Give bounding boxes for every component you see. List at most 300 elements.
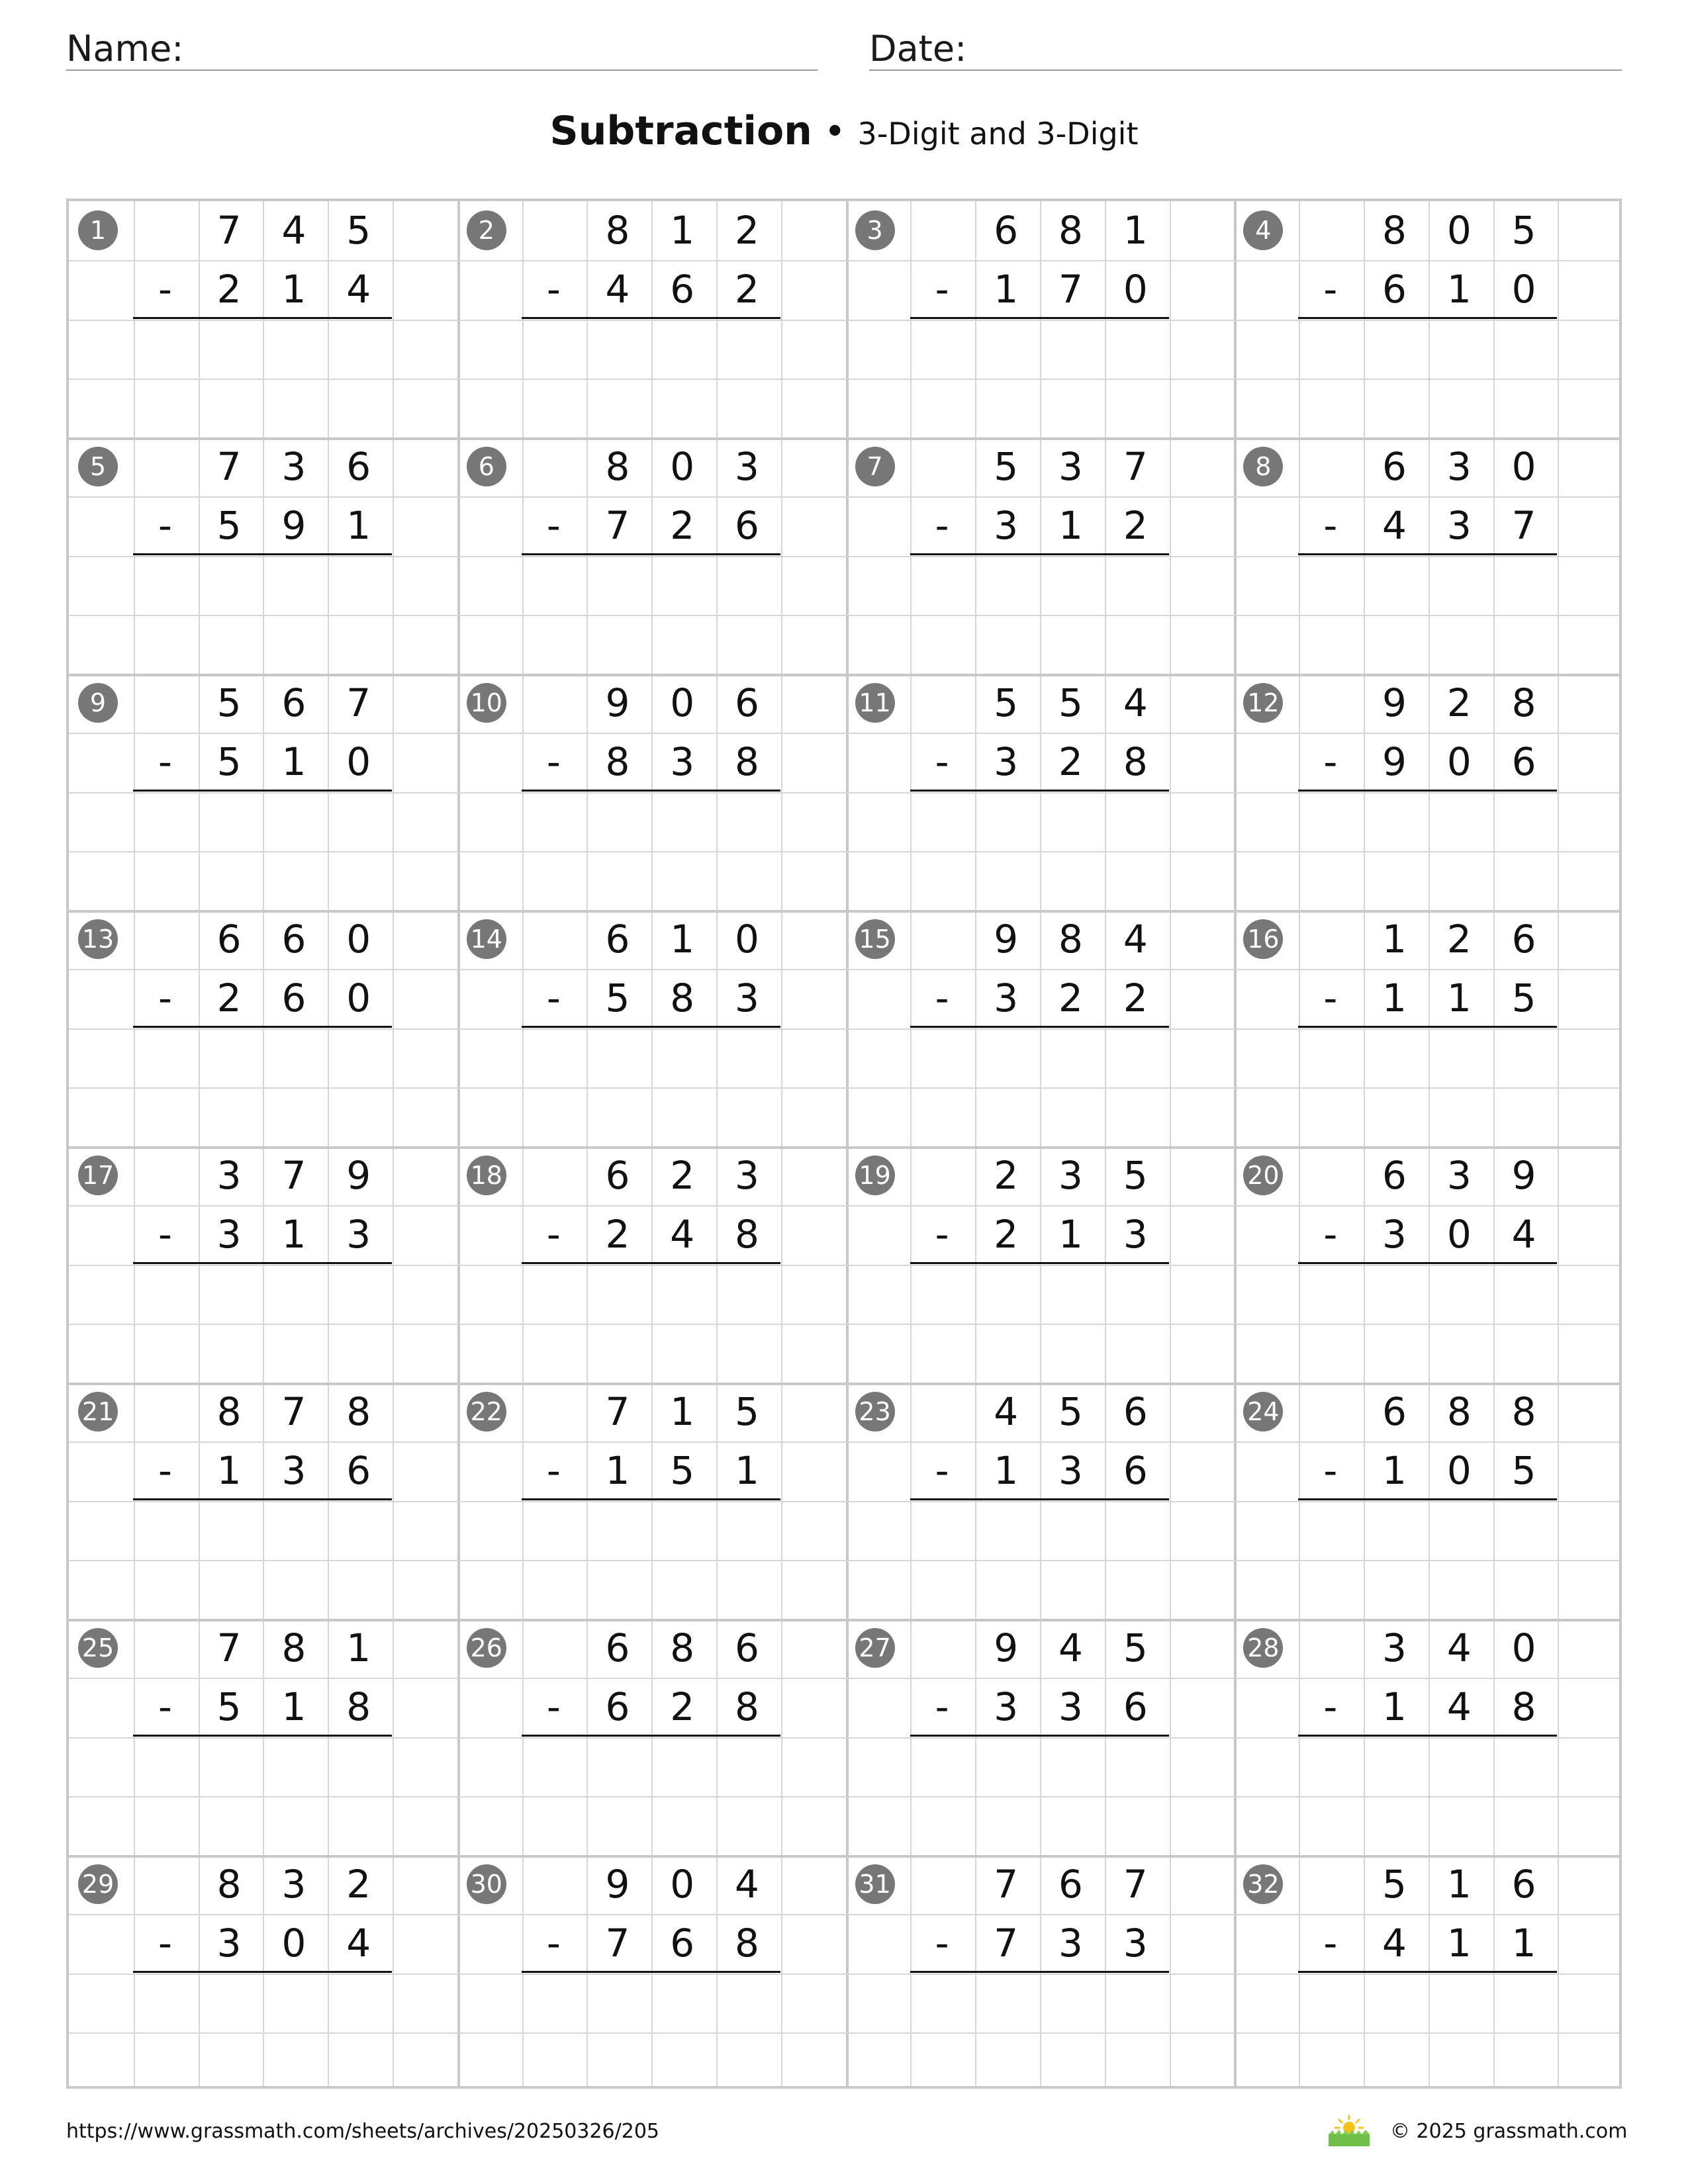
answer-line (1298, 317, 1557, 319)
minuend-digit: 6 (1382, 444, 1407, 489)
minuend-digit: 9 (1382, 680, 1407, 725)
subtrahend-digit: 8 (735, 739, 759, 785)
minuend-digit: 6 (735, 1625, 759, 1670)
subtrahend-digit: 6 (281, 976, 306, 1021)
problem (846, 1146, 1235, 1383)
subtrahend-digit: 7 (1058, 267, 1083, 312)
minuend-digit: 0 (1511, 444, 1536, 489)
problem-number-badge: 7 (855, 447, 895, 486)
problem-number-badge: 31 (855, 1864, 895, 1904)
minuend-digit: 6 (281, 917, 306, 962)
answer-line (133, 1735, 392, 1737)
problem (69, 437, 458, 674)
minuend-digit: 9 (346, 1153, 371, 1198)
minuend-digit: 2 (670, 1153, 695, 1198)
problem (457, 1855, 847, 2091)
minus-sign: - (546, 1684, 561, 1729)
answer-line (910, 1735, 1169, 1737)
subtrahend-digit: 8 (605, 739, 630, 785)
answer-line (522, 1498, 780, 1500)
minuend-digit: 8 (346, 1389, 371, 1434)
minuend-digit: 9 (605, 1862, 630, 1907)
subtrahend-digit: 6 (1123, 1448, 1148, 1494)
minuend-digit: 3 (281, 444, 306, 489)
subtrahend-digit: 1 (605, 1448, 630, 1494)
minus-sign: - (158, 1448, 172, 1493)
subtrahend-digit: 3 (216, 1212, 242, 1257)
problem (457, 1619, 847, 1855)
subtrahend-digit: 7 (605, 1921, 630, 1966)
minus-sign: - (935, 1684, 949, 1729)
minuend-digit: 0 (670, 444, 695, 489)
subtrahend-digit: 3 (994, 1684, 1019, 1730)
problem (1234, 437, 1623, 674)
subtrahend-digit: 8 (735, 1212, 759, 1257)
problem-number-badge: 1 (78, 210, 118, 250)
minus-sign: - (935, 503, 949, 548)
problem-number-badge: 29 (78, 1864, 118, 1904)
subtrahend-digit: 2 (670, 1684, 695, 1730)
minus-sign: - (935, 267, 949, 312)
minuend-digit: 5 (1382, 1862, 1407, 1907)
problem-number-badge: 2 (467, 210, 506, 250)
answer-line (910, 553, 1169, 555)
subtrahend-digit: 6 (670, 267, 695, 312)
answer-line (910, 790, 1169, 792)
problem (69, 1619, 458, 1855)
problem (1234, 910, 1623, 1146)
minuend-digit: 8 (605, 208, 630, 253)
problem-number-badge: 25 (78, 1628, 118, 1668)
subtrahend-digit: 1 (346, 503, 371, 549)
answer-line (1298, 1262, 1557, 1264)
subtrahend-digit: 1 (1058, 503, 1083, 549)
subtrahend-digit: 3 (670, 739, 695, 785)
minus-sign: - (935, 1448, 949, 1493)
subtrahend-digit: 6 (1511, 739, 1536, 785)
problem (457, 437, 847, 674)
minuend-digit: 6 (994, 208, 1019, 253)
subtrahend-digit: 3 (281, 1448, 306, 1494)
minuend-digit: 3 (1446, 444, 1472, 489)
problem-number-badge: 9 (78, 683, 118, 723)
date-field[interactable] (869, 23, 1622, 71)
subtrahend-digit: 8 (735, 1921, 759, 1966)
subtrahend-digit: 5 (1511, 976, 1536, 1021)
page-title (0, 105, 1688, 160)
problem-number-badge: 17 (78, 1156, 118, 1195)
subtrahend-digit: 1 (281, 1684, 306, 1730)
problem (1234, 201, 1623, 437)
minuend-digit: 6 (605, 917, 630, 962)
minuend-digit: 5 (994, 680, 1019, 725)
subtrahend-digit: 5 (216, 739, 242, 785)
minuend-digit: 8 (281, 1625, 306, 1670)
answer-line (1298, 1971, 1557, 1973)
subtrahend-digit: 6 (735, 503, 759, 549)
problem (846, 1855, 1235, 2091)
subtrahend-digit: 6 (670, 1921, 695, 1966)
problem-number-badge: 18 (467, 1156, 506, 1195)
minuend-digit: 9 (994, 1625, 1019, 1670)
minuend-digit: 0 (1446, 208, 1472, 253)
minuend-digit: 3 (735, 1153, 759, 1198)
subtrahend-digit: 1 (281, 267, 306, 312)
subtrahend-digit: 1 (1446, 976, 1472, 1021)
minus-sign: - (546, 1921, 561, 1966)
minuend-digit: 5 (1058, 1389, 1083, 1434)
minuend-digit: 3 (1446, 1153, 1472, 1198)
minuend-digit: 5 (1123, 1625, 1148, 1670)
date-label: Date: (869, 28, 967, 69)
subtrahend-digit: 7 (1511, 503, 1536, 549)
problem (69, 674, 458, 910)
minuend-digit: 1 (670, 208, 695, 253)
minuend-digit: 1 (670, 917, 695, 962)
footer-url: https://www.grassmath.com/sheets/archives/20250326/205 (66, 2120, 660, 2143)
subtrahend-digit: 2 (1058, 976, 1083, 1021)
subtrahend-digit: 0 (1446, 739, 1472, 785)
minus-sign: - (1323, 739, 1338, 784)
subtrahend-digit: 2 (216, 267, 242, 312)
problem (457, 910, 847, 1146)
subtrahend-digit: 2 (1123, 976, 1148, 1021)
problem (846, 1619, 1235, 1855)
minuend-digit: 8 (1446, 1389, 1472, 1434)
subtrahend-digit: 8 (735, 1684, 759, 1730)
minus-sign: - (158, 1212, 172, 1257)
minuend-digit: 3 (735, 444, 759, 489)
subtrahend-digit: 0 (1123, 267, 1148, 312)
minuend-digit: 4 (994, 1389, 1019, 1434)
minus-sign: - (1323, 503, 1338, 548)
minus-sign: - (546, 739, 561, 784)
minuend-digit: 7 (216, 444, 242, 489)
subtrahend-digit: 3 (994, 739, 1019, 785)
problem (69, 910, 458, 1146)
minuend-digit: 1 (1382, 917, 1407, 962)
minuend-digit: 7 (1123, 444, 1148, 489)
problem-number-badge: 23 (855, 1392, 895, 1432)
minuend-digit: 5 (216, 680, 242, 725)
subtrahend-digit: 3 (346, 1212, 371, 1257)
problem-number-badge: 15 (855, 919, 895, 959)
minus-sign: - (158, 267, 172, 312)
problem (1234, 674, 1623, 910)
minuend-digit: 1 (670, 1389, 695, 1434)
problem (1234, 1619, 1623, 1855)
subtrahend-digit: 3 (994, 976, 1019, 1021)
problem (846, 910, 1235, 1146)
subtrahend-digit: 5 (605, 976, 630, 1021)
minuend-digit: 9 (1511, 1153, 1536, 1198)
answer-line (910, 1971, 1169, 1973)
title-subtitle: 3-Digit and 3-Digit (857, 116, 1139, 152)
subtrahend-digit: 4 (1511, 1212, 1536, 1257)
subtrahend-digit: 2 (216, 976, 242, 1021)
subtrahend-digit: 8 (346, 1684, 371, 1730)
problem (69, 1855, 458, 2091)
minuend-digit: 3 (281, 1862, 306, 1907)
subtrahend-digit: 1 (281, 1212, 306, 1257)
minus-sign: - (1323, 1212, 1338, 1257)
minus-sign: - (546, 976, 561, 1021)
subtrahend-digit: 9 (281, 503, 306, 549)
subtrahend-digit: 6 (1123, 1684, 1148, 1730)
title-separator: • (823, 111, 846, 154)
subtrahend-digit: 6 (1382, 267, 1407, 312)
subtrahend-digit: 3 (1123, 1212, 1148, 1257)
problem-number-badge: 32 (1243, 1864, 1283, 1904)
subtrahend-digit: 1 (735, 1448, 759, 1494)
minuend-digit: 7 (605, 1389, 630, 1434)
minuend-digit: 5 (1058, 680, 1083, 725)
answer-line (1298, 553, 1557, 555)
minus-sign: - (158, 503, 172, 548)
minuend-digit: 5 (346, 208, 371, 253)
minus-sign: - (1323, 267, 1338, 312)
worksheet-grid (66, 199, 1622, 2089)
subtrahend-digit: 5 (216, 1684, 242, 1730)
answer-line (910, 1498, 1169, 1500)
answer-line (1298, 1735, 1557, 1737)
problem-number-badge: 5 (78, 447, 118, 486)
problem-number-badge: 8 (1243, 447, 1283, 486)
minuend-digit: 3 (1382, 1625, 1407, 1670)
problem-number-badge: 28 (1243, 1628, 1283, 1668)
subtrahend-digit: 6 (346, 1448, 371, 1494)
subtrahend-digit: 2 (1058, 739, 1083, 785)
answer-line (133, 1262, 392, 1264)
minuend-digit: 6 (605, 1625, 630, 1670)
minuend-digit: 8 (1058, 917, 1083, 962)
subtrahend-digit: 4 (346, 1921, 371, 1966)
problem (69, 1146, 458, 1383)
minus-sign: - (935, 976, 949, 1021)
subtrahend-digit: 0 (281, 1921, 306, 1966)
minuend-digit: 4 (1123, 917, 1148, 962)
subtrahend-digit: 2 (1123, 503, 1148, 549)
minuend-digit: 8 (605, 444, 630, 489)
minuend-digit: 8 (670, 1625, 695, 1670)
subtrahend-digit: 8 (1123, 739, 1148, 785)
minuend-digit: 0 (670, 1862, 695, 1907)
problem-number-badge: 19 (855, 1156, 895, 1195)
answer-line (522, 1026, 780, 1028)
problem-number-badge: 22 (467, 1392, 506, 1432)
minuend-digit: 9 (994, 917, 1019, 962)
minuend-digit: 2 (1446, 917, 1472, 962)
subtrahend-digit: 3 (1382, 1212, 1407, 1257)
problem-number-badge: 4 (1243, 210, 1283, 250)
grass-sun-logo-icon (1327, 2113, 1371, 2148)
problem (69, 201, 458, 437)
minus-sign: - (1323, 1684, 1338, 1729)
minuend-digit: 8 (216, 1862, 242, 1907)
problem-number-badge: 21 (78, 1392, 118, 1432)
subtrahend-digit: 6 (605, 1684, 630, 1730)
answer-line (133, 1026, 392, 1028)
answer-line (522, 553, 780, 555)
minuend-digit: 8 (1058, 208, 1083, 253)
minuend-digit: 6 (346, 444, 371, 489)
problem-number-badge: 20 (1243, 1156, 1283, 1195)
problem-number-badge: 27 (855, 1628, 895, 1668)
minuend-digit: 6 (1058, 1862, 1083, 1907)
answer-line (522, 1735, 780, 1737)
minuend-digit: 5 (1123, 1153, 1148, 1198)
minuend-digit: 6 (605, 1153, 630, 1198)
problem-number-badge: 10 (467, 683, 506, 723)
problem-number-badge: 16 (1243, 919, 1283, 959)
minus-sign: - (1323, 1921, 1338, 1966)
problem (69, 1383, 458, 1619)
minuend-digit: 6 (1382, 1389, 1407, 1434)
minus-sign: - (158, 976, 172, 1021)
subtrahend-digit: 1 (1511, 1921, 1536, 1966)
subtrahend-digit: 0 (346, 739, 371, 785)
minuend-digit: 0 (346, 917, 371, 962)
problem (846, 201, 1235, 437)
answer-line (1298, 1026, 1557, 1028)
subtrahend-digit: 2 (670, 503, 695, 549)
minuend-digit: 6 (281, 680, 306, 725)
subtrahend-digit: 3 (1058, 1448, 1083, 1494)
subtrahend-digit: 3 (1058, 1684, 1083, 1730)
minus-sign: - (1323, 1448, 1338, 1493)
answer-line (522, 317, 780, 319)
problem-number-badge: 24 (1243, 1392, 1283, 1432)
subtrahend-digit: 8 (1511, 1684, 1536, 1730)
subtrahend-digit: 7 (605, 503, 630, 549)
answer-line (1298, 1498, 1557, 1500)
subtrahend-digit: 4 (1382, 1921, 1407, 1966)
minus-sign: - (158, 739, 172, 784)
minuend-digit: 7 (281, 1153, 306, 1198)
minuend-digit: 5 (735, 1389, 759, 1434)
answer-line (910, 1262, 1169, 1264)
subtrahend-digit: 0 (1511, 267, 1536, 312)
subtrahend-digit: 4 (1382, 503, 1407, 549)
problem (1234, 1146, 1623, 1383)
problem (457, 674, 847, 910)
minuend-digit: 2 (735, 208, 759, 253)
subtrahend-digit: 3 (216, 1921, 242, 1966)
subtrahend-digit: 0 (1446, 1448, 1472, 1494)
problem (846, 1383, 1235, 1619)
subtrahend-digit: 0 (1446, 1212, 1472, 1257)
minus-sign: - (935, 739, 949, 784)
subtrahend-digit: 3 (1058, 1921, 1083, 1966)
minuend-digit: 0 (735, 917, 759, 962)
minuend-digit: 4 (735, 1862, 759, 1907)
answer-line (133, 317, 392, 319)
subtrahend-digit: 2 (994, 1212, 1019, 1257)
answer-line (133, 790, 392, 792)
minuend-digit: 0 (1511, 1625, 1536, 1670)
minuend-digit: 7 (346, 680, 371, 725)
minuend-digit: 4 (1446, 1625, 1472, 1670)
answer-line (910, 317, 1169, 319)
minuend-digit: 7 (281, 1389, 306, 1434)
subtrahend-digit: 4 (346, 267, 371, 312)
name-field[interactable] (66, 23, 818, 71)
minuend-digit: 7 (216, 1625, 242, 1670)
minus-sign: - (546, 1212, 561, 1257)
answer-line (522, 1971, 780, 1973)
problem (846, 674, 1235, 910)
subtrahend-digit: 3 (1446, 503, 1472, 549)
subtrahend-digit: 4 (670, 1212, 695, 1257)
subtrahend-digit: 8 (670, 976, 695, 1021)
subtrahend-digit: 4 (605, 267, 630, 312)
minuend-digit: 6 (216, 917, 242, 962)
minuend-digit: 6 (1123, 1389, 1148, 1434)
answer-line (133, 553, 392, 555)
minuend-digit: 3 (216, 1153, 242, 1198)
minuend-digit: 6 (1511, 917, 1536, 962)
answer-line (133, 1971, 392, 1973)
minus-sign: - (546, 267, 561, 312)
minuend-digit: 3 (1058, 1153, 1083, 1198)
problem-number-badge: 3 (855, 210, 895, 250)
minuend-digit: 4 (281, 208, 306, 253)
subtrahend-digit: 4 (1446, 1684, 1472, 1730)
subtrahend-digit: 5 (216, 503, 242, 549)
minuend-digit: 2 (346, 1862, 371, 1907)
subtrahend-digit: 3 (1123, 1921, 1148, 1966)
subtrahend-digit: 7 (994, 1921, 1019, 1966)
subtrahend-digit: 1 (994, 1448, 1019, 1494)
problem-number-badge: 26 (467, 1628, 506, 1668)
minus-sign: - (546, 1448, 561, 1493)
problem-number-badge: 30 (467, 1864, 506, 1904)
minuend-digit: 4 (1123, 680, 1148, 725)
minuend-digit: 2 (1446, 680, 1472, 725)
subtrahend-digit: 1 (994, 267, 1019, 312)
minus-sign: - (546, 503, 561, 548)
problem-number-badge: 13 (78, 919, 118, 959)
problem (457, 201, 847, 437)
title-main: Subtraction (549, 108, 812, 154)
minuend-digit: 6 (1382, 1153, 1407, 1198)
subtrahend-digit: 3 (735, 976, 759, 1021)
minuend-digit: 6 (735, 680, 759, 725)
subtrahend-digit: 5 (670, 1448, 695, 1494)
answer-line (133, 1498, 392, 1500)
subtrahend-digit: 1 (216, 1448, 242, 1494)
subtrahend-digit: 2 (735, 267, 759, 312)
minuend-digit: 0 (670, 680, 695, 725)
minus-sign: - (1323, 976, 1338, 1021)
problem-number-badge: 6 (467, 447, 506, 486)
subtrahend-digit: 3 (994, 503, 1019, 549)
problem (1234, 1383, 1623, 1619)
minuend-digit: 2 (994, 1153, 1019, 1198)
minuend-digit: 1 (1123, 208, 1148, 253)
minus-sign: - (935, 1921, 949, 1966)
minuend-digit: 7 (216, 208, 242, 253)
minuend-digit: 8 (1511, 680, 1536, 725)
minus-sign: - (158, 1684, 172, 1729)
name-label: Name: (66, 28, 184, 69)
minuend-digit: 8 (1382, 208, 1407, 253)
answer-line (522, 790, 780, 792)
minuend-digit: 7 (994, 1862, 1019, 1907)
subtrahend-digit: 1 (1446, 267, 1472, 312)
minus-sign: - (158, 1921, 172, 1966)
subtrahend-digit: 1 (1382, 1684, 1407, 1730)
